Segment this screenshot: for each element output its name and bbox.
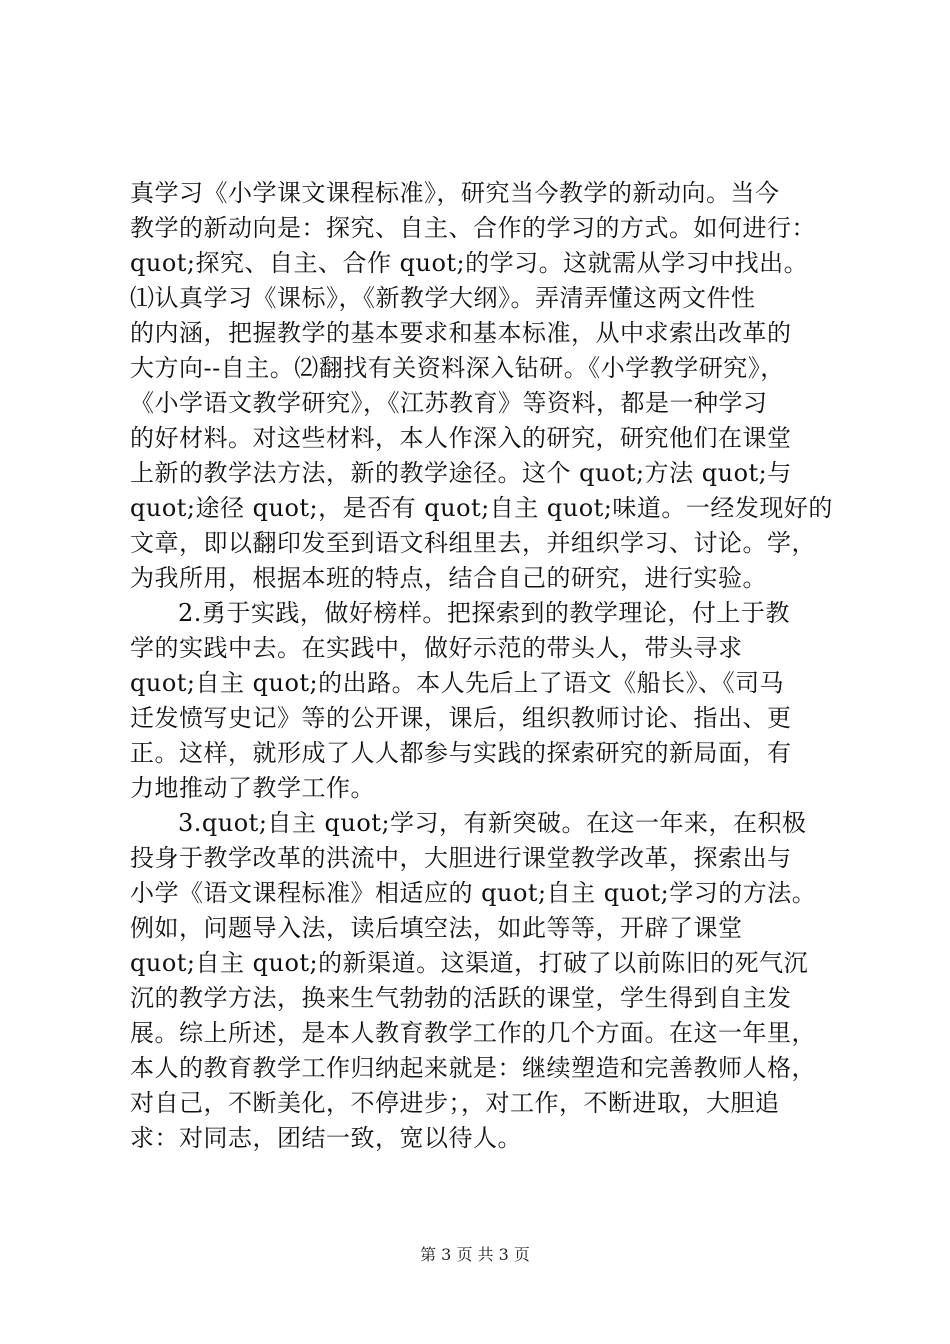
body-text bbox=[130, 176, 835, 1156]
text-line: 教学的新动向是：探究、自主、合作的学习的方式。如何进行： bbox=[130, 214, 816, 242]
text-line: 展。综上所述，是本人教育教学工作的几个方面。在这一年里， bbox=[130, 1019, 816, 1047]
text-line: ⑴认真学习《课标》，《新教学大纲》。弄清弄懂这两文件性 bbox=[130, 284, 756, 312]
text-line: 小学《语文课程标准》相适应的 quot;自主 quot;学习的方法。 bbox=[130, 879, 817, 907]
paragraph-2-start: 2.勇于实践，做好榜样。把探索到的教学理论，付上于教 bbox=[178, 599, 790, 627]
text-line: 求：对同志，团结一致，宽以待人。 bbox=[130, 1124, 522, 1152]
text-line: quot;自主 quot;的出路。本人先后上了语文《船长》、《司马 bbox=[130, 669, 785, 697]
text-line: 大方向--自主。⑵翻找有关资料深入钻研。《小学教学研究》， bbox=[130, 354, 785, 382]
text-line: 力地推动了教学工作。 bbox=[130, 774, 375, 802]
text-line: 例如，问题导入法，读后填空法，如此等等，开辟了课堂 bbox=[130, 914, 743, 942]
text-line: 学的实践中去。在实践中，做好示范的带头人，带头寻求 bbox=[130, 634, 743, 662]
text-line: 迁发愤写史记》等的公开课，课后，组织教师讨论、指出、更 bbox=[130, 704, 792, 732]
text-line: 投身于教学改革的洪流中，大胆进行课堂教学改革，探索出与 bbox=[130, 844, 792, 872]
text-line: 本人的教育教学工作归纳起来就是：继续塑造和完善教师人格， bbox=[130, 1054, 816, 1082]
paragraph-3-start: 3.quot;自主 quot;学习，有新突破。在这一年来，在积极 bbox=[178, 809, 807, 837]
text-line: 文章，即以翻印发至到语文科组里去，并组织学习、讨论。学， bbox=[130, 529, 816, 557]
text-line: quot;途径 quot;，是否有 quot;自主 quot;味道。一经发现好的 bbox=[130, 494, 833, 522]
text-line: 沉的教学方法，换来生气勃勃的活跃的课堂，学生得到自主发 bbox=[130, 984, 792, 1012]
text-line: 为我所用，根据本班的特点，结合自己的研究，进行实验。 bbox=[130, 564, 767, 592]
text-line: 的好材料。对这些材料，本人作深入的研究，研究他们在课堂 bbox=[130, 424, 792, 452]
text-line: 正。这样，就形成了人人都参与实践的探索研究的新局面，有 bbox=[130, 739, 792, 767]
text-line: quot;探究、自主、合作 quot;的学习。这就需从学习中找出。 bbox=[130, 249, 809, 277]
text-line: quot;自主 quot;的新渠道。这渠道，打破了以前陈旧的死气沉 bbox=[130, 949, 809, 977]
text-line: 上新的教学法方法，新的教学途径。这个 quot;方法 quot;与 bbox=[130, 459, 792, 487]
text-line: 《小学语文教学研究》，《江苏教育》等资料，都是一种学习 bbox=[130, 389, 768, 417]
text-line: 的内涵，把握教学的基本要求和基本标准，从中求索出改革的 bbox=[130, 319, 792, 347]
text-line: 真学习《小学课文课程标准》，研究当今教学的新动向。当今 bbox=[130, 179, 780, 207]
page-number-footer: 第 3 页 共 3 页 bbox=[420, 1245, 530, 1264]
text-line: 对自己，不断美化，不停进步；，对工作，不断进取，大胆追 bbox=[130, 1089, 780, 1117]
